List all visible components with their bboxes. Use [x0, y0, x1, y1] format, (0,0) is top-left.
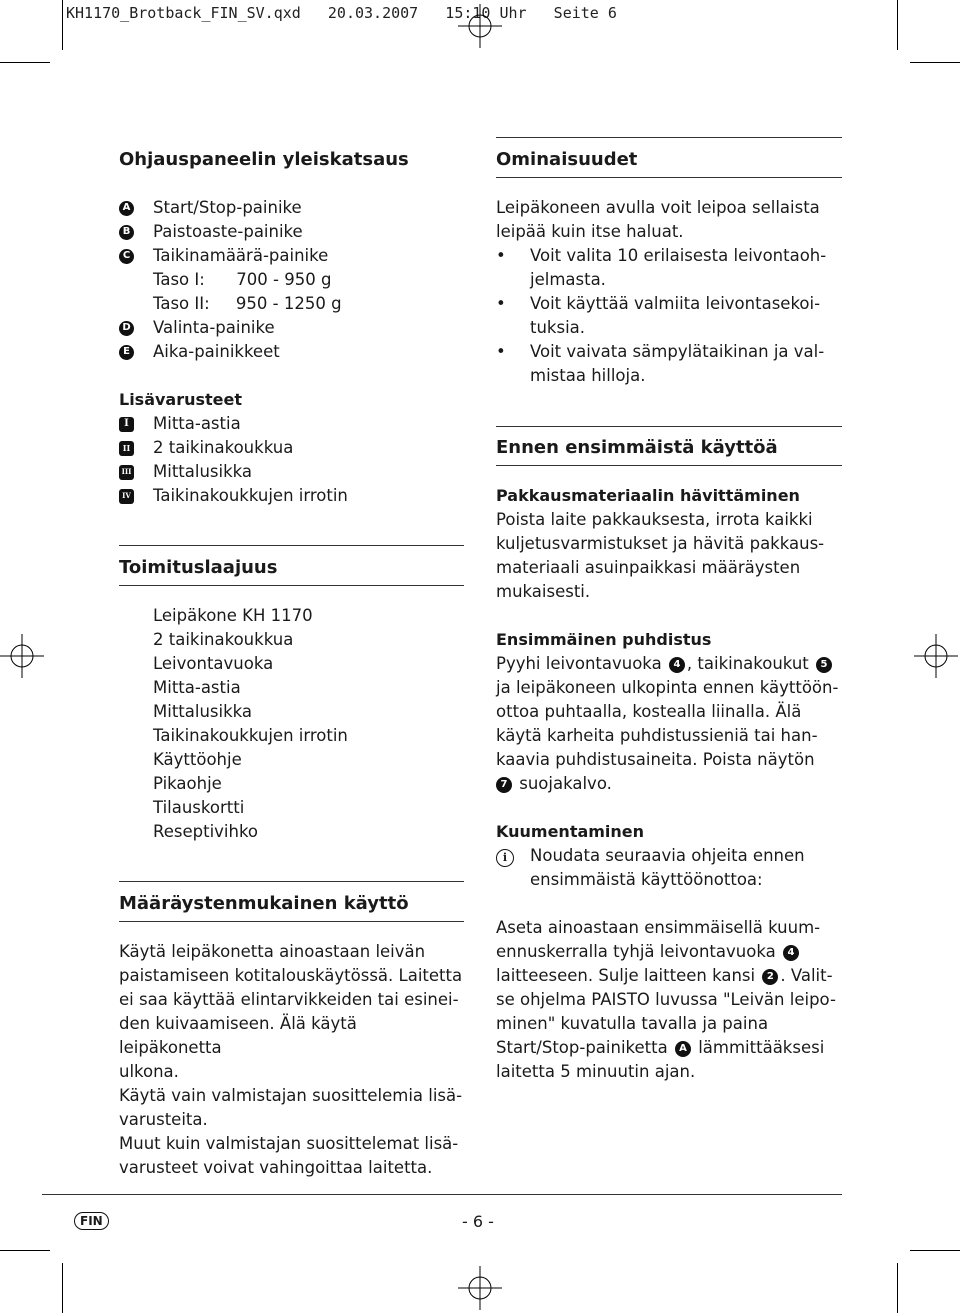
text-line: Voit käyttää valmiita leivontasekoi-	[530, 294, 821, 313]
list-item: Mitta-astia	[153, 678, 241, 697]
crop-mark	[897, 0, 898, 50]
section-divider	[119, 921, 464, 922]
text-line: den kuivaamiseen. Älä käytä leipäkonetta	[119, 1014, 357, 1057]
features-text	[496, 196, 842, 388]
text-line: paistamiseen kotitalouskäytössä. Laitetta	[119, 966, 463, 985]
country-badge: FIN	[74, 1212, 109, 1230]
usage-text	[119, 940, 464, 1180]
item-label: Start/Stop-painike	[153, 198, 302, 217]
section-divider	[496, 177, 842, 178]
cleaning-title: Ensimmäinen puhdistus	[496, 630, 712, 649]
text-line: kuljetusvarmistukset ja hävitä pakkaus-	[496, 534, 825, 553]
letter-badge: B	[119, 225, 134, 240]
section-divider	[119, 545, 464, 546]
bullet-item: • Voit käyttää valmiita leivontasekoi- tuksia.	[496, 292, 842, 340]
item-label: Taikinakoukkujen irrotin	[153, 486, 348, 505]
list-item	[119, 436, 464, 460]
section-divider	[496, 426, 842, 427]
heating-title: Kuumentaminen	[496, 822, 645, 841]
list-item: Käyttöohje	[153, 750, 242, 769]
crop-mark	[0, 1250, 50, 1251]
letter-badge: A	[119, 201, 134, 216]
text-line: se ohjelma PAISTO luvussa "Leivän leipo-	[496, 990, 836, 1009]
crop-mark	[910, 62, 960, 63]
text-line: kaavia puhdistusaineita. Poista näytön	[496, 750, 815, 769]
registration-mark-icon	[458, 4, 502, 48]
item-label: 2 taikinakoukkua	[153, 438, 294, 457]
item-label: Paistoaste-painike	[153, 222, 303, 241]
text-line: käytä karheita puhdistussieniä tai han-	[496, 726, 818, 745]
text-line: Noudata seuraavia ohjeita ennen	[530, 846, 805, 865]
list-item: Tilauskortti	[153, 798, 245, 817]
roman-badge: IV	[119, 489, 134, 504]
letter-badge: A	[675, 1041, 691, 1057]
text-run: . Valit-	[780, 966, 833, 985]
letter-badge: E	[119, 345, 134, 360]
text-line	[496, 964, 842, 988]
text-line: varusteet voivat vahingoittaa laitetta.	[119, 1158, 433, 1177]
number-badge: 4	[669, 657, 685, 673]
overview-title: Ohjauspaneelin yleiskatsaus	[119, 149, 409, 170]
accessories-title: Lisävarusteet	[119, 390, 243, 409]
text-run: Pyyhi leivontavuoka	[496, 654, 667, 673]
list-item: Leipäkone KH 1170	[153, 606, 313, 625]
list-item: Pikaohje	[153, 774, 222, 793]
features-title: Ominaisuudet	[496, 149, 638, 170]
text-run: lämmittääksesi	[692, 1038, 825, 1057]
list-item	[119, 460, 464, 484]
list-item	[119, 268, 464, 292]
list-item	[119, 316, 464, 340]
item-label: Taso II: 950 - 1250 g	[153, 294, 342, 313]
text-line	[496, 772, 842, 796]
text-run: , taikinakoukut	[686, 654, 815, 673]
text-line: ensimmäistä käyttöönottoa:	[530, 870, 763, 889]
list-item	[119, 244, 464, 268]
info-icon: i	[496, 849, 514, 867]
section-divider	[119, 585, 464, 586]
section-divider	[496, 465, 842, 466]
text-run: laitteeseen. Sulje laitteen kansi	[496, 966, 761, 985]
text-line	[496, 652, 842, 676]
text-line: ulkona.	[119, 1062, 179, 1081]
text-line	[496, 1036, 842, 1060]
list-item	[119, 292, 464, 316]
text-line: materiaali asuinpaikkasi määräysten	[496, 558, 801, 577]
letter-badge: C	[119, 249, 134, 264]
list-item	[119, 412, 464, 436]
text-line: Aseta ainoastaan ensimmäisellä kuum-	[496, 918, 821, 937]
text-run: Start/Stop-painiketta	[496, 1038, 673, 1057]
item-label: Mittalusikka	[153, 462, 253, 481]
packaging-title: Pakkausmateriaalin hävittäminen	[496, 486, 800, 505]
item-label: Valinta-painike	[153, 318, 275, 337]
text-run: ennuskerralla tyhjä leivontavuoka	[496, 942, 781, 961]
list-item	[119, 220, 464, 244]
usage-title: Määräystenmukainen käyttö	[119, 893, 409, 914]
text-line: leipää kuin itse haluat.	[496, 222, 684, 241]
footer-divider	[42, 1194, 842, 1195]
text-line: jelmasta.	[530, 270, 606, 289]
crop-mark	[897, 1263, 898, 1313]
item-label: Mitta-astia	[153, 414, 241, 433]
registration-mark-icon	[914, 634, 958, 678]
text-line: Voit vaivata sämpylätaikinan ja val-	[530, 342, 825, 361]
registration-mark-icon	[0, 634, 44, 678]
list-item: Taikinakoukkujen irrotin	[153, 726, 348, 745]
text-line: Käytä leipäkonetta ainoastaan leivän	[119, 942, 426, 961]
text-line: Muut kuin valmistajan suosittelemat lisä-	[119, 1134, 459, 1153]
list-item: Reseptivihko	[153, 822, 259, 841]
text-line: Käytä vain valmistajan suosittelemia lisä-	[119, 1086, 463, 1105]
text-line: tuksia.	[530, 318, 586, 337]
number-badge: 4	[783, 945, 799, 961]
first-use-text	[496, 484, 842, 1084]
section-divider	[496, 137, 842, 138]
list-item	[119, 340, 464, 364]
page-number: - 6 -	[462, 1212, 494, 1231]
text-line: varusteita.	[119, 1110, 208, 1129]
text-run: suojakalvo.	[514, 774, 612, 793]
list-item: 2 taikinakoukkua	[153, 630, 294, 649]
letter-badge: D	[119, 321, 134, 336]
text-line: laitetta 5 minuutin ajan.	[496, 1062, 696, 1081]
text-line: minen" kuvatulla tavalla ja paina	[496, 1014, 769, 1033]
section-divider	[119, 881, 464, 882]
text-line: ottoa puhtaalla, kostealla liinalla. Älä	[496, 702, 802, 721]
crop-mark	[62, 0, 63, 50]
list-item	[119, 196, 464, 220]
crop-mark	[910, 1250, 960, 1251]
first-use-title: Ennen ensimmäistä käyttöä	[496, 437, 778, 458]
roman-badge: I	[119, 417, 134, 432]
registration-mark-icon	[458, 1266, 502, 1310]
item-label: Taikinamäärä-painike	[153, 246, 329, 265]
item-label: Taso I: 700 - 950 g	[153, 270, 332, 289]
bullet-item: • Voit valita 10 erilaisesta leivontaoh- jelmasta.	[496, 244, 842, 292]
item-label: Aika-painikkeet	[153, 342, 280, 361]
crop-mark	[0, 62, 50, 63]
text-line: ja leipäkoneen ulkopinta ennen käyttöön-	[496, 678, 839, 697]
crop-mark	[62, 1263, 63, 1313]
text-line	[496, 940, 842, 964]
file-slug: KH1170_Brotback_FIN_SV.qxd 20.03.2007 15:10 Uhr Seite 6	[66, 4, 617, 22]
text-line: Leipäkoneen avulla voit leipoa sellaista	[496, 198, 820, 217]
roman-badge: II	[119, 441, 134, 456]
delivery-list	[119, 604, 464, 844]
text-line: Poista laite pakkauksesta, irrota kaikki	[496, 510, 813, 529]
text-line: Voit valita 10 erilaisesta leivontaoh-	[530, 246, 827, 265]
list-item	[119, 484, 464, 508]
delivery-title: Toimituslaajuus	[119, 557, 278, 578]
bullet-item: • Voit vaivata sämpylätaikinan ja val- mistaa hilloja.	[496, 340, 842, 388]
text-line: mistaa hilloja.	[530, 366, 646, 385]
list-item: Mittalusikka	[153, 702, 253, 721]
number-badge: 2	[762, 969, 778, 985]
text-line: ei saa käyttää elintarvikkeiden tai esinei-	[119, 990, 459, 1009]
accessories-list	[119, 412, 464, 508]
number-badge: 7	[496, 777, 512, 793]
controls-list	[119, 196, 464, 364]
roman-badge: III	[119, 465, 134, 480]
list-item: Leivontavuoka	[153, 654, 274, 673]
number-badge: 5	[816, 657, 832, 673]
info-note	[496, 844, 842, 892]
left-column	[119, 148, 464, 508]
text-line: mukaisesti.	[496, 582, 591, 601]
